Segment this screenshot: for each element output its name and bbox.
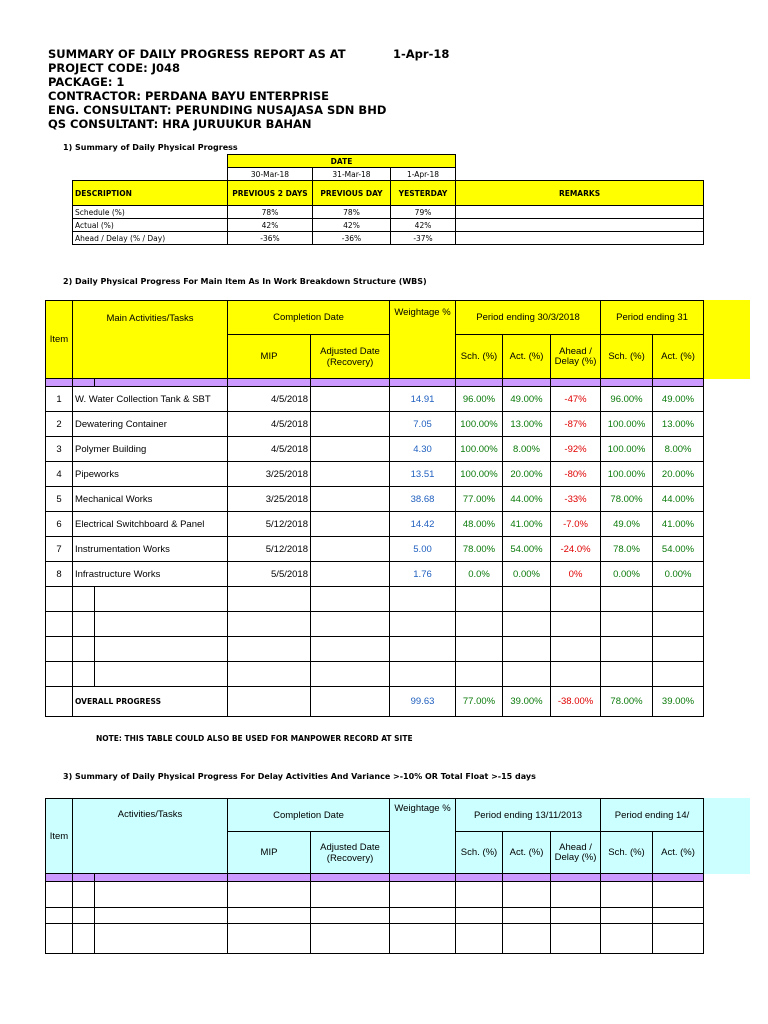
report-date: 1-Apr-18 xyxy=(393,47,450,61)
summary-row: Ahead / Delay (% / Day) -36% -36% -37% xyxy=(73,232,704,245)
qs-consultant: QS CONSULTANT: HRA JURUUKUR BAHAN xyxy=(48,117,312,131)
adjusted-date-cell[interactable] xyxy=(311,537,390,562)
date-1: 30-Mar-18 xyxy=(228,168,313,181)
col-weightage: Weightage % xyxy=(390,799,456,874)
wbs-progress-table xyxy=(45,300,704,717)
col-sch1: Sch. (%) xyxy=(456,335,503,379)
table-row: 7 Instrumentation Works 5/12/2018 5.00 78.00% 54.00% -24.0% 78.0% 54.00% xyxy=(46,537,704,562)
overall-label: OVERALL PROGRESS xyxy=(73,687,228,717)
project-code: PROJECT CODE: J048 xyxy=(48,61,180,75)
adjusted-date-cell[interactable] xyxy=(311,562,390,587)
col-act1: Act. (%) xyxy=(503,832,551,874)
col-sch2: Sch. (%) xyxy=(601,335,653,379)
col-description: DESCRIPTION xyxy=(73,181,228,206)
adjusted-date-cell[interactable] xyxy=(311,387,390,412)
empty-row[interactable] xyxy=(46,662,704,687)
contractor: CONTRACTOR: PERDANA BAYU ENTERPRISE xyxy=(48,89,330,103)
col-ahead-delay: Ahead / Delay (%) xyxy=(551,335,601,379)
col-item: Item xyxy=(46,799,73,874)
col-weightage: Weightage % xyxy=(390,301,456,379)
remarks-cell[interactable] xyxy=(456,219,704,232)
empty-row[interactable] xyxy=(46,882,704,908)
empty-row[interactable] xyxy=(46,637,704,662)
col-item: Item xyxy=(46,301,73,379)
col-prev: PREVIOUS DAY xyxy=(313,181,391,206)
col-adjusted-date: Adjusted Date (Recovery) xyxy=(311,832,390,874)
table-row: 1 W. Water Collection Tank & SBT 4/5/2018 14.91 96.00% 49.00% -47% 96.00% 49.00% xyxy=(46,387,704,412)
table-row: 6 Electrical Switchboard & Panel 5/12/2018 14.42 48.00% 41.00% -7.0% 49.0% 41.00% xyxy=(46,512,704,537)
report-title: SUMMARY OF DAILY PROGRESS REPORT AS AT xyxy=(48,47,346,61)
col-mip: MIP xyxy=(228,832,311,874)
col-adjusted-date: Adjusted Date (Recovery) xyxy=(311,335,390,379)
remarks-cell[interactable] xyxy=(456,206,704,219)
date-3: 1-Apr-18 xyxy=(391,168,456,181)
adjusted-date-cell[interactable] xyxy=(311,437,390,462)
col-period2: Period ending 14/ xyxy=(601,799,704,832)
empty-row[interactable] xyxy=(46,908,704,924)
col-sch2: Sch. (%) xyxy=(601,832,653,874)
col-act2: Act. (%) xyxy=(653,832,704,874)
overall-progress-row: OVERALL PROGRESS 99.63 77.00% 39.00% -38.00% 78.00% 39.00% xyxy=(46,687,704,717)
header-overflow-fill xyxy=(702,300,750,379)
col-completion-date: Completion Date xyxy=(228,301,390,335)
table-row: 2 Dewatering Container 4/5/2018 7.05 100.00% 13.00% -87% 100.00% 13.00% xyxy=(46,412,704,437)
col-period1: Period ending 13/11/2013 xyxy=(456,799,601,832)
date-header: DATE xyxy=(228,155,456,168)
table-note: NOTE: THIS TABLE COULD ALSO BE USED FOR MANPOWER RECORD AT SITE xyxy=(96,734,413,743)
date-2: 31-Mar-18 xyxy=(313,168,391,181)
col-period1: Period ending 30/3/2018 xyxy=(456,301,601,335)
col-act1: Act. (%) xyxy=(503,335,551,379)
remarks-cell[interactable] xyxy=(456,232,704,245)
empty-row[interactable] xyxy=(46,924,704,954)
adjusted-date-cell[interactable] xyxy=(311,512,390,537)
col-activities: Activities/Tasks xyxy=(73,799,228,874)
col-remarks: REMARKS xyxy=(456,181,704,206)
col-completion-date: Completion Date xyxy=(228,799,390,832)
col-mip: MIP xyxy=(228,335,311,379)
col-yesterday: YESTERDAY xyxy=(391,181,456,206)
col-sch1: Sch. (%) xyxy=(456,832,503,874)
col-period2: Period ending 31 xyxy=(601,301,704,335)
empty-row[interactable] xyxy=(46,612,704,637)
eng-consultant: ENG. CONSULTANT: PERUNDING NUSAJASA SDN BHD xyxy=(48,103,387,117)
adjusted-date-cell[interactable] xyxy=(311,462,390,487)
daily-progress-summary-table xyxy=(72,154,704,245)
table-row: 3 Polymer Building 4/5/2018 4.30 100.00% 8.00% -92% 100.00% 8.00% xyxy=(46,437,704,462)
section1-title: 1) Summary of Daily Physical Progress xyxy=(63,143,238,152)
adjusted-date-cell[interactable] xyxy=(311,487,390,512)
section3-title: 3) Summary of Daily Physical Progress For Delay Activities And Variance >-10% OR Total Float >-15 days xyxy=(63,772,536,781)
empty-row[interactable] xyxy=(46,587,704,612)
summary-row: Actual (%) 42% 42% 42% xyxy=(73,219,704,232)
package: PACKAGE: 1 xyxy=(48,75,125,89)
col-ahead-delay: Ahead / Delay (%) xyxy=(551,832,601,874)
col-main-activities: Main Activities/Tasks xyxy=(73,301,228,379)
delay-activities-table xyxy=(45,798,704,954)
col-act2: Act. (%) xyxy=(653,335,704,379)
header-overflow-fill xyxy=(702,798,750,874)
table-row: 8 Infrastructure Works 5/5/2018 1.76 0.0% 0.00% 0% 0.00% 0.00% xyxy=(46,562,704,587)
table-row: 4 Pipeworks 3/25/2018 13.51 100.00% 20.00% -80% 100.00% 20.00% xyxy=(46,462,704,487)
table-row: 5 Mechanical Works 3/25/2018 38.68 77.00% 44.00% -33% 78.00% 44.00% xyxy=(46,487,704,512)
summary-row: Schedule (%) 78% 78% 79% xyxy=(73,206,704,219)
adjusted-date-cell[interactable] xyxy=(311,412,390,437)
section2-title: 2) Daily Physical Progress For Main Item As In Work Breakdown Structure (WBS) xyxy=(63,277,427,286)
col-prev2: PREVIOUS 2 DAYS xyxy=(228,181,313,206)
